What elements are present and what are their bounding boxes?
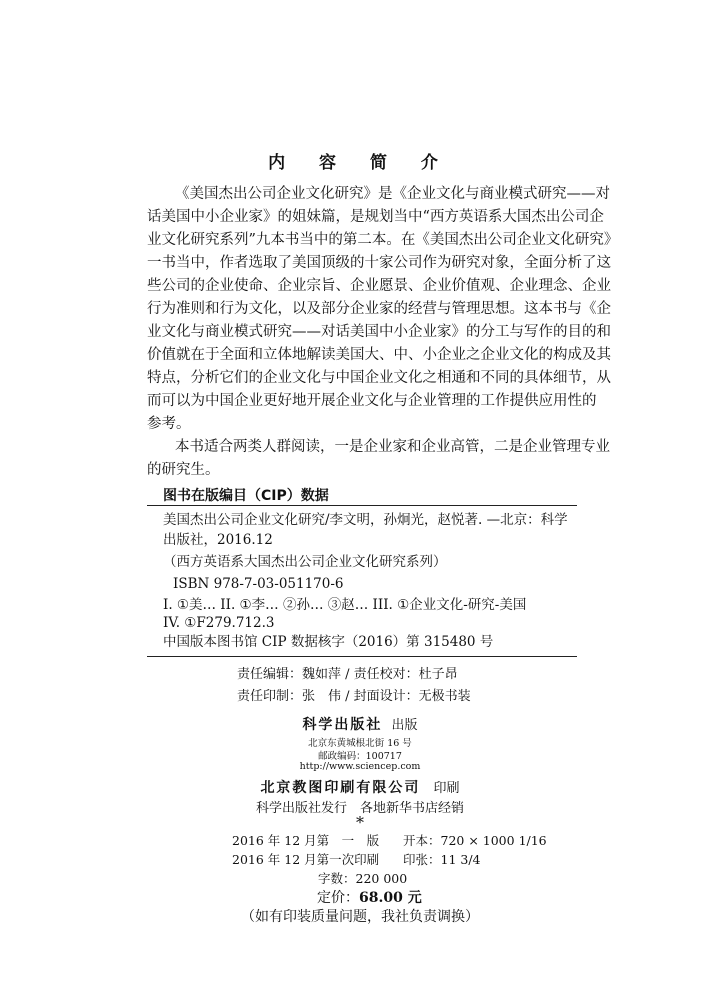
publisher-role: 出版 [391,718,418,733]
cip-line: IV. ①F279.712.3 [163,615,275,631]
cip-line: I. ①美… II. ①李… ②孙… ③赵… III. ①企业文化-研究-美国 [163,597,527,613]
publisher-line [0,714,720,734]
cip-heading: 图书在版编目（CIP）数据 [163,488,329,504]
cip-line: 出版社，2016.12 [163,532,273,548]
price-line [317,887,422,907]
summary-line: 《美国杰出公司企业文化研究》是《企业文化与商业模式研究——对 [175,186,610,202]
cip-line: （西方英语系大国杰出公司企业文化研究系列） [163,554,447,570]
summary-line: 一书当中，作者选取了美国顶级的十家公司作为研究对象，全面分析了这 [147,255,611,271]
credits-printing: 责任印制：张 伟 / 封面设计：无极书装 [237,689,471,704]
edition-word-count: 字数：220 000 [318,871,408,886]
publisher-address: 北京东黄城根北街 16 号 [308,738,412,749]
publisher-name: 科学出版社 [302,717,383,733]
distribution-line: 科学出版社发行 各地新华书店经销 [255,801,464,816]
publisher-postcode: 邮政编码：100717 [318,751,402,762]
printer-role: 印刷 [433,781,460,796]
printer-name: 北京教图印刷有限公司 [260,780,421,796]
cip-line: ISBN 978-7-03-051170-6 [173,576,344,592]
quality-note: （如有印装质量问题，我社负责调换） [241,909,479,925]
summary-line: 本书适合两类人群阅读，一是企业家和企业高管，二是企业管理专业 [175,439,610,455]
summary-line: 参考。 [147,416,191,432]
credits-editor: 责任编辑：魏如萍 / 责任校对：杜子昂 [237,667,458,682]
cip-line: 美国杰出公司企业文化研究/李文明，孙炯光，赵悦著. —北京：科学 [163,512,568,528]
price-label: 定价： [317,890,359,906]
summary-line: 而可以为中国企业更好地开展企业文化与企业管理的工作提供应用性的 [147,393,597,409]
summary-line: 特点，分析它们的企业文化与中国企业文化之相通和不同的具体细节，从 [147,370,611,386]
edition-first-print: 2016 年 12 月第一次印刷 [232,852,380,867]
edition-format: 开本：720 × 1000 1/16 [403,833,547,848]
price-value: 68.00 元 [359,890,422,906]
cip-check-number: 中国版本图书馆 CIP 数据核字（2016）第 315480 号 [163,634,494,650]
summary-line: 的研究生。 [147,462,220,478]
summary-line: 话美国中小企业家》的姐妹篇，是规划当中“西方英语系大国杰出公司企 [147,209,604,225]
summary-line: 业文化研究系列”九本书当中的第二本。在《美国杰出公司企业文化研究》 [147,232,619,248]
printer-line [0,777,720,797]
summary-title: 内 容 简 介 [268,153,452,173]
star-mark: * [356,813,364,832]
edition-sheets: 印张：11 3/4 [403,852,481,867]
summary-line: 些公司的企业使命、企业宗旨、企业愿景、企业价值观、企业理念、企业 [147,278,611,294]
summary-line: 行为准则和行为文化，以及部分企业家的经营与管理思想。这本书与《企 [147,301,611,317]
edition-first: 2016 年 12 月第 一 版 [232,833,380,848]
publisher-website: http://www.sciencep.com [299,761,421,772]
summary-line: 业文化与商业模式研究——对话美国中小企业家》的分工与写作的目的和 [147,324,611,340]
summary-line: 价值就在于全面和立体地解读美国大、中、小企业之企业文化的构成及其 [147,347,611,363]
